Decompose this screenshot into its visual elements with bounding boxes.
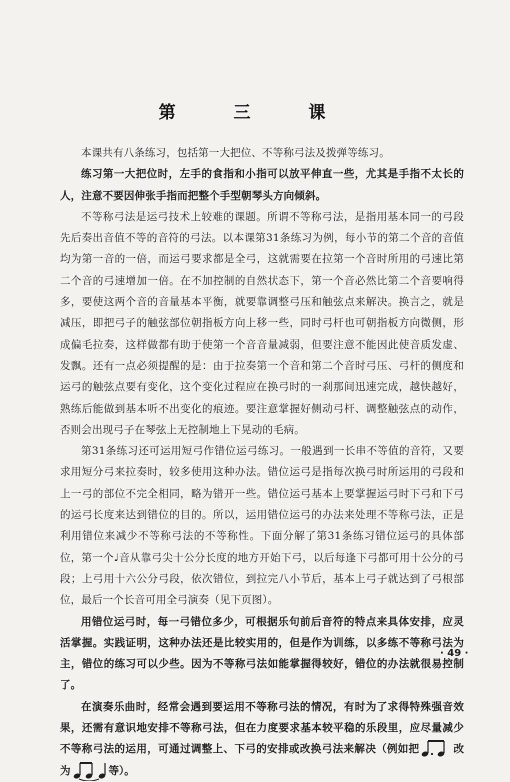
lesson-title: 第 三 课 <box>158 103 352 123</box>
example-mid: 改为 <box>60 743 465 777</box>
example-open: （例如把 <box>376 743 420 756</box>
body-text <box>60 143 464 782</box>
example-close: 等）。 <box>108 764 135 777</box>
paragraph-intro: 本课共有八条练习，包括第一大把位、不等称弓法及拨弹等练习。 <box>81 147 390 159</box>
paragraph-first-position: 练习第一大把位时，左手的食指和小指可以放平伸直一些，尤其是手指不太长的人，注意不要因伸张手指而把整个手型朝琴头方向倾斜。 <box>60 168 464 202</box>
paragraph-performance-text: 在演奏乐曲时，经常会遇到要运用不等称弓法的情况，有时为了求得特殊强音效果，还需有意识地安排不等称弓法，但在力度要求基本较平稳的乐段里，应尽量减少不等称弓法的运用，可通过调整上、下弓的安排或改换弓法来解决 <box>60 700 464 756</box>
paragraph-unequal-bowing: 不等称弓法是运弓技术上较难的课题。所谓不等称弓法，是指用基本同一的弓段先后奏出音值不等的音符的弓法。以本课第31条练习为例，每小节的第二个音的音值均为第一音的一倍，而运弓要求都是全弓，这就需要在拉第一个音时所用的弓速比第二个音的弓速增加一倍。在不加控制的自然状态下，第一个音必然比第二个音要响得多，要使这两个音的音量基本平衡，就要靠调整弓压和触弦点来解决。换言之，就是减压，即把弓子的触弦部位朝指板方向上移一些，同时弓杆也可朝指板方向微侧，形成偏毛拉奏，这样做都有助于使第一个音音量减弱，但要注意不能因此使音质发虚、发飘。还有一点必须提醒的是：由于拉奏第一个音和第二个音时弓压、弓杆的侧度和运弓的触弦点要有变化，这个变化过程应在换弓时的一刹那间迅速完成，越快越好，熟练后能做到基本听不出变化的痕迹。要注意掌握好侧动弓杆、调整触弦点的动作，否则会出现弓子在琴弦上无控制地上下晃动的毛病。 <box>60 210 464 436</box>
page-number: · 49 · <box>440 648 469 659</box>
paragraph-offset-bowing: 第31条练习还可运用短弓作错位运弓练习。一般遇到一长串不等值的音符，又要求用短分弓来拉奏时，较多使用这种办法。错位运弓是指每次换弓时所运用的弓段和上一弓的部位不完全相同，略为错开一些。错位运弓基本上要掌握运弓时下弓和下弓的运弓长度来达到错位的目的。所以，运用错位运弓的办法来处理不等称弓法，正是利用错位来减少不等称弓法的不等称性。下面分解了第31条练习错位运弓的具体部位，第一个♩音从靠弓尖十公分长度的地方开始下弓，以后每逢下弓都可用十公分的弓段；上弓用十六公分弓段，依次错位，到拉完八小节后，基本上弓子就达到了弓根部位，最后一个长音可用全弓演奏（见下页图）。 <box>60 445 464 607</box>
tied-rhythm-icon <box>71 761 109 781</box>
paragraph-performance <box>60 697 464 782</box>
paragraph-offset-practice: 用错位运弓时，每一弓错位多少，可根据乐句前后音符的特点来具体安排，应灵活掌握。实践证明，这种办法还是比较实用的，但是作为训练，以多练不等称弓法为主，错位的练习可以少些。因为不等称弓法如能掌握得较好，错位的办法就很易控制了。 <box>60 615 464 692</box>
dotted-rhythm-icon <box>419 739 453 759</box>
